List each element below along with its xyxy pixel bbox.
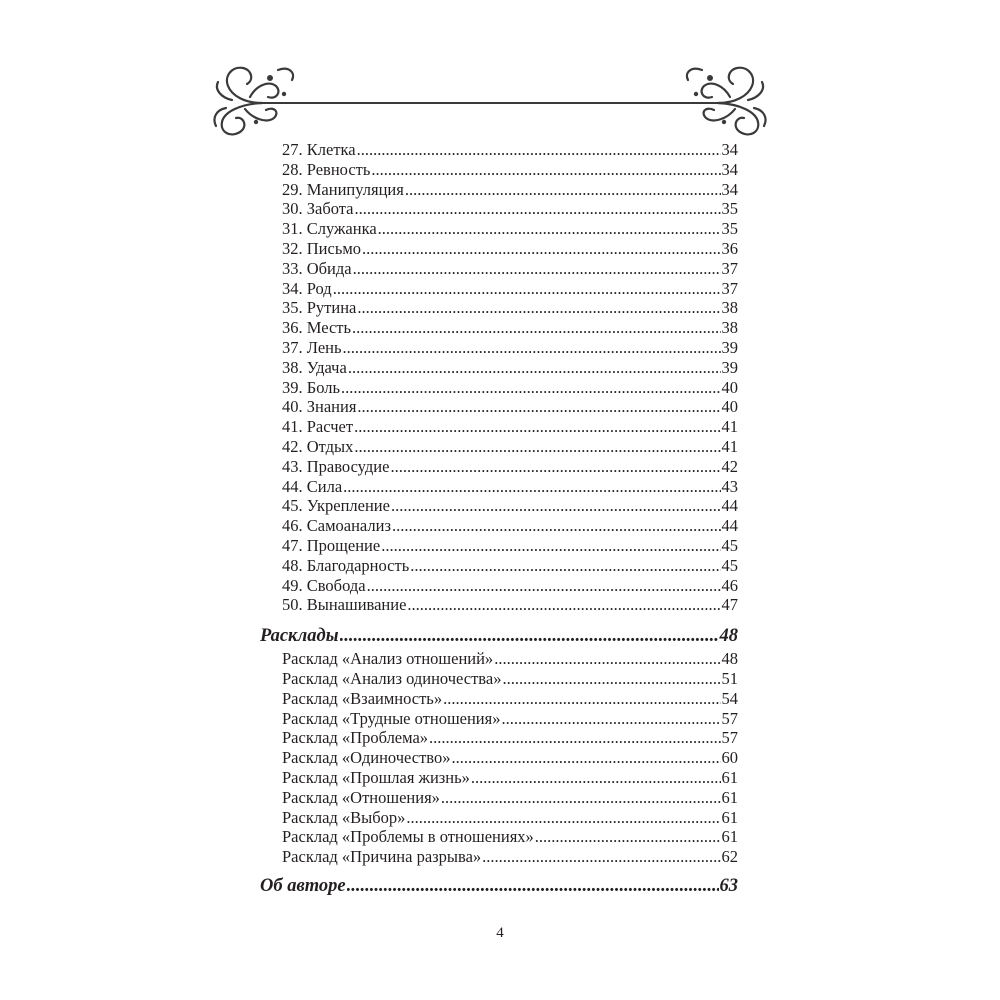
toc-entry-label: 30. Забота bbox=[282, 199, 354, 219]
toc-entry-page: 61 bbox=[721, 807, 738, 827]
toc-section-page: 63 bbox=[719, 875, 738, 896]
toc-entry-label: 49. Свобода bbox=[282, 575, 366, 595]
toc-entry-page: 40 bbox=[721, 397, 738, 417]
toc-entry[interactable] bbox=[260, 279, 738, 299]
leader-dots bbox=[535, 827, 721, 847]
toc-entry[interactable] bbox=[260, 556, 738, 576]
toc-entry-label: 39. Боль bbox=[282, 377, 341, 397]
leader-dots bbox=[443, 689, 720, 709]
toc-entry-page: 43 bbox=[721, 476, 738, 496]
toc-entry-label: 45. Укрепление bbox=[282, 496, 390, 516]
leader-dots bbox=[391, 496, 721, 516]
toc-entry-label: 50. Вынашивание bbox=[282, 595, 407, 615]
toc-entry-page: 34 bbox=[721, 159, 738, 179]
toc-entry[interactable] bbox=[260, 219, 738, 239]
toc-entry[interactable] bbox=[260, 808, 738, 828]
leader-dots bbox=[406, 808, 720, 828]
toc-entry-page: 41 bbox=[721, 417, 738, 437]
toc-entry-label: 38. Удача bbox=[282, 357, 347, 377]
toc-entry-page: 39 bbox=[721, 357, 738, 377]
toc-entry[interactable] bbox=[260, 338, 738, 358]
toc-entry-page: 47 bbox=[721, 595, 738, 615]
leader-dots bbox=[410, 556, 720, 576]
toc-entry-label: Расклад «Отношения» bbox=[282, 787, 440, 807]
leader-dots bbox=[390, 457, 720, 477]
leader-dots bbox=[357, 397, 720, 417]
leader-dots bbox=[353, 259, 721, 279]
toc-entry-page: 61 bbox=[721, 767, 738, 787]
leader-dots bbox=[407, 595, 720, 615]
toc-entry-page: 51 bbox=[721, 668, 738, 688]
toc-entry[interactable] bbox=[260, 477, 738, 497]
toc-entry-page: 34 bbox=[721, 179, 738, 199]
leader-dots bbox=[367, 576, 721, 596]
toc-entry-label: 47. Прощение bbox=[282, 535, 381, 555]
leader-dots bbox=[441, 788, 721, 808]
toc-entry-label: Расклад «Выбор» bbox=[282, 807, 406, 827]
toc-entry-page: 57 bbox=[721, 708, 738, 728]
toc-entry[interactable] bbox=[260, 669, 738, 689]
toc-entry-page: 61 bbox=[721, 787, 738, 807]
toc-entry-label: 42. Отдых bbox=[282, 436, 354, 456]
leader-dots bbox=[405, 180, 721, 200]
toc-entry-label: Расклад «Трудные отношения» bbox=[282, 708, 501, 728]
toc-entry-page: 45 bbox=[721, 555, 738, 575]
toc-entry-label: 48. Благодарность bbox=[282, 555, 410, 575]
toc-entry-page: 60 bbox=[721, 748, 738, 768]
toc-entry-label: Расклад «Анализ отношений» bbox=[282, 649, 494, 669]
leader-dots bbox=[343, 477, 720, 497]
toc-entry-page: 34 bbox=[721, 140, 738, 159]
toc-entry-page: 44 bbox=[721, 496, 738, 516]
toc-entry[interactable] bbox=[260, 378, 738, 398]
toc-entry-label: Расклад «Взаимность» bbox=[282, 688, 443, 708]
toc-entry[interactable] bbox=[260, 536, 738, 556]
leader-dots bbox=[347, 873, 719, 899]
leader-dots bbox=[341, 378, 720, 398]
toc-entry[interactable] bbox=[260, 318, 738, 338]
toc-entry-label: 35. Рутина bbox=[282, 298, 357, 318]
toc-entry-page: 37 bbox=[721, 258, 738, 278]
toc-entry-label: 46. Самоанализ bbox=[282, 516, 391, 536]
toc-entry[interactable] bbox=[260, 576, 738, 596]
toc-entry-label: Расклад «Одиночество» bbox=[282, 748, 451, 768]
toc-entry-label: Расклад «Причина разрыва» bbox=[282, 847, 482, 867]
toc-entry-page: 57 bbox=[721, 728, 738, 748]
toc-entry-label: 27. Клетка bbox=[282, 140, 356, 159]
toc-entry-page: 54 bbox=[721, 688, 738, 708]
toc-entry[interactable] bbox=[260, 788, 738, 808]
leader-dots bbox=[352, 318, 721, 338]
page-number: 4 bbox=[496, 925, 504, 941]
toc-entry-label: 32. Письмо bbox=[282, 238, 362, 258]
toc-entry-page: 40 bbox=[721, 377, 738, 397]
leader-dots bbox=[392, 516, 721, 536]
leader-dots bbox=[378, 219, 721, 239]
leader-dots bbox=[354, 417, 720, 437]
leader-dots bbox=[357, 140, 721, 160]
toc-entry[interactable] bbox=[260, 748, 738, 768]
toc-section-page: 48 bbox=[719, 626, 738, 647]
toc-entry-label: 29. Манипуляция bbox=[282, 179, 404, 199]
leader-dots bbox=[452, 748, 721, 768]
toc-entry-label: 33. Обида bbox=[282, 258, 352, 278]
toc-entry-label: 31. Служанка bbox=[282, 219, 377, 239]
toc-entry-page: 39 bbox=[721, 337, 738, 357]
leader-dots bbox=[355, 199, 721, 219]
toc-entry-page: 38 bbox=[721, 298, 738, 318]
toc-entry-label: 34. Род bbox=[282, 278, 332, 298]
leader-dots bbox=[333, 279, 721, 299]
toc-entry-label: 37. Лень bbox=[282, 337, 342, 357]
toc-entry-page: 45 bbox=[721, 535, 738, 555]
toc-entry-label: Расклад «Проблема» bbox=[282, 728, 429, 748]
toc-entry[interactable] bbox=[260, 180, 738, 200]
toc-entry-label: 44. Сила bbox=[282, 476, 343, 496]
toc-entry-label: 28. Ревность bbox=[282, 159, 371, 179]
leader-dots bbox=[343, 338, 721, 358]
toc-entry[interactable] bbox=[260, 437, 738, 457]
toc-entry[interactable] bbox=[260, 827, 738, 847]
toc-entry[interactable] bbox=[260, 160, 738, 180]
toc-entry[interactable] bbox=[260, 516, 738, 536]
toc-entry-page: 48 bbox=[721, 649, 738, 669]
toc-entry-page: 46 bbox=[721, 575, 738, 595]
leader-dots bbox=[381, 536, 720, 556]
leader-dots bbox=[494, 649, 720, 669]
toc-entry[interactable] bbox=[260, 417, 738, 437]
toc-entry[interactable] bbox=[260, 689, 738, 709]
leader-dots bbox=[371, 160, 720, 180]
leader-dots bbox=[357, 298, 720, 318]
toc-entry-page: 62 bbox=[721, 847, 738, 867]
toc-entry[interactable] bbox=[260, 199, 738, 219]
toc-entry-label: 40. Знания bbox=[282, 397, 357, 417]
toc-entry-page: 38 bbox=[721, 318, 738, 338]
toc-entry[interactable] bbox=[260, 298, 738, 318]
toc-entry[interactable] bbox=[260, 457, 738, 477]
toc-entry[interactable] bbox=[260, 847, 738, 867]
toc-section-label: Расклады bbox=[260, 626, 339, 647]
table-of-contents bbox=[260, 140, 738, 899]
leader-dots bbox=[354, 437, 720, 457]
leader-dots bbox=[340, 623, 719, 649]
leader-dots bbox=[482, 847, 720, 867]
toc-entry[interactable] bbox=[260, 397, 738, 417]
toc-entry[interactable] bbox=[260, 595, 738, 615]
leader-dots bbox=[429, 728, 720, 748]
leader-dots bbox=[348, 358, 721, 378]
toc-entry[interactable] bbox=[260, 649, 738, 669]
toc-entry-label: Расклад «Проблемы в отношениях» bbox=[282, 827, 534, 847]
toc-entry[interactable] bbox=[260, 239, 738, 259]
leader-dots bbox=[362, 239, 720, 259]
toc-section-spreads[interactable] bbox=[260, 623, 738, 649]
toc-entry-label: Расклад «Прошлая жизнь» bbox=[282, 767, 470, 787]
toc-entry[interactable] bbox=[260, 728, 738, 748]
leader-dots bbox=[501, 709, 720, 729]
toc-entry-label: 36. Месть bbox=[282, 318, 351, 338]
toc-entry-label: 41. Расчет bbox=[282, 417, 354, 437]
toc-entry-page: 42 bbox=[721, 456, 738, 476]
toc-entry-page: 36 bbox=[721, 238, 738, 258]
toc-entry-page: 35 bbox=[721, 219, 738, 239]
toc-entry[interactable] bbox=[260, 768, 738, 788]
toc-entry-label: 43. Правосудие bbox=[282, 456, 390, 476]
toc-entry[interactable] bbox=[260, 709, 738, 729]
leader-dots bbox=[502, 669, 720, 689]
toc-entry-page: 44 bbox=[721, 516, 738, 536]
toc-section-author[interactable] bbox=[260, 873, 738, 899]
toc-entry[interactable] bbox=[260, 358, 738, 378]
leader-dots bbox=[471, 768, 721, 788]
toc-entry[interactable] bbox=[260, 140, 738, 160]
toc-entry[interactable] bbox=[260, 496, 738, 516]
toc-section-label: Об авторе bbox=[260, 875, 346, 896]
toc-entry-page: 41 bbox=[721, 436, 738, 456]
toc-entry-label: Расклад «Анализ одиночества» bbox=[282, 668, 502, 688]
toc-entry[interactable] bbox=[260, 259, 738, 279]
toc-entry-page: 35 bbox=[721, 199, 738, 219]
toc-entry-page: 37 bbox=[721, 278, 738, 298]
toc-entry-page: 61 bbox=[721, 827, 738, 847]
